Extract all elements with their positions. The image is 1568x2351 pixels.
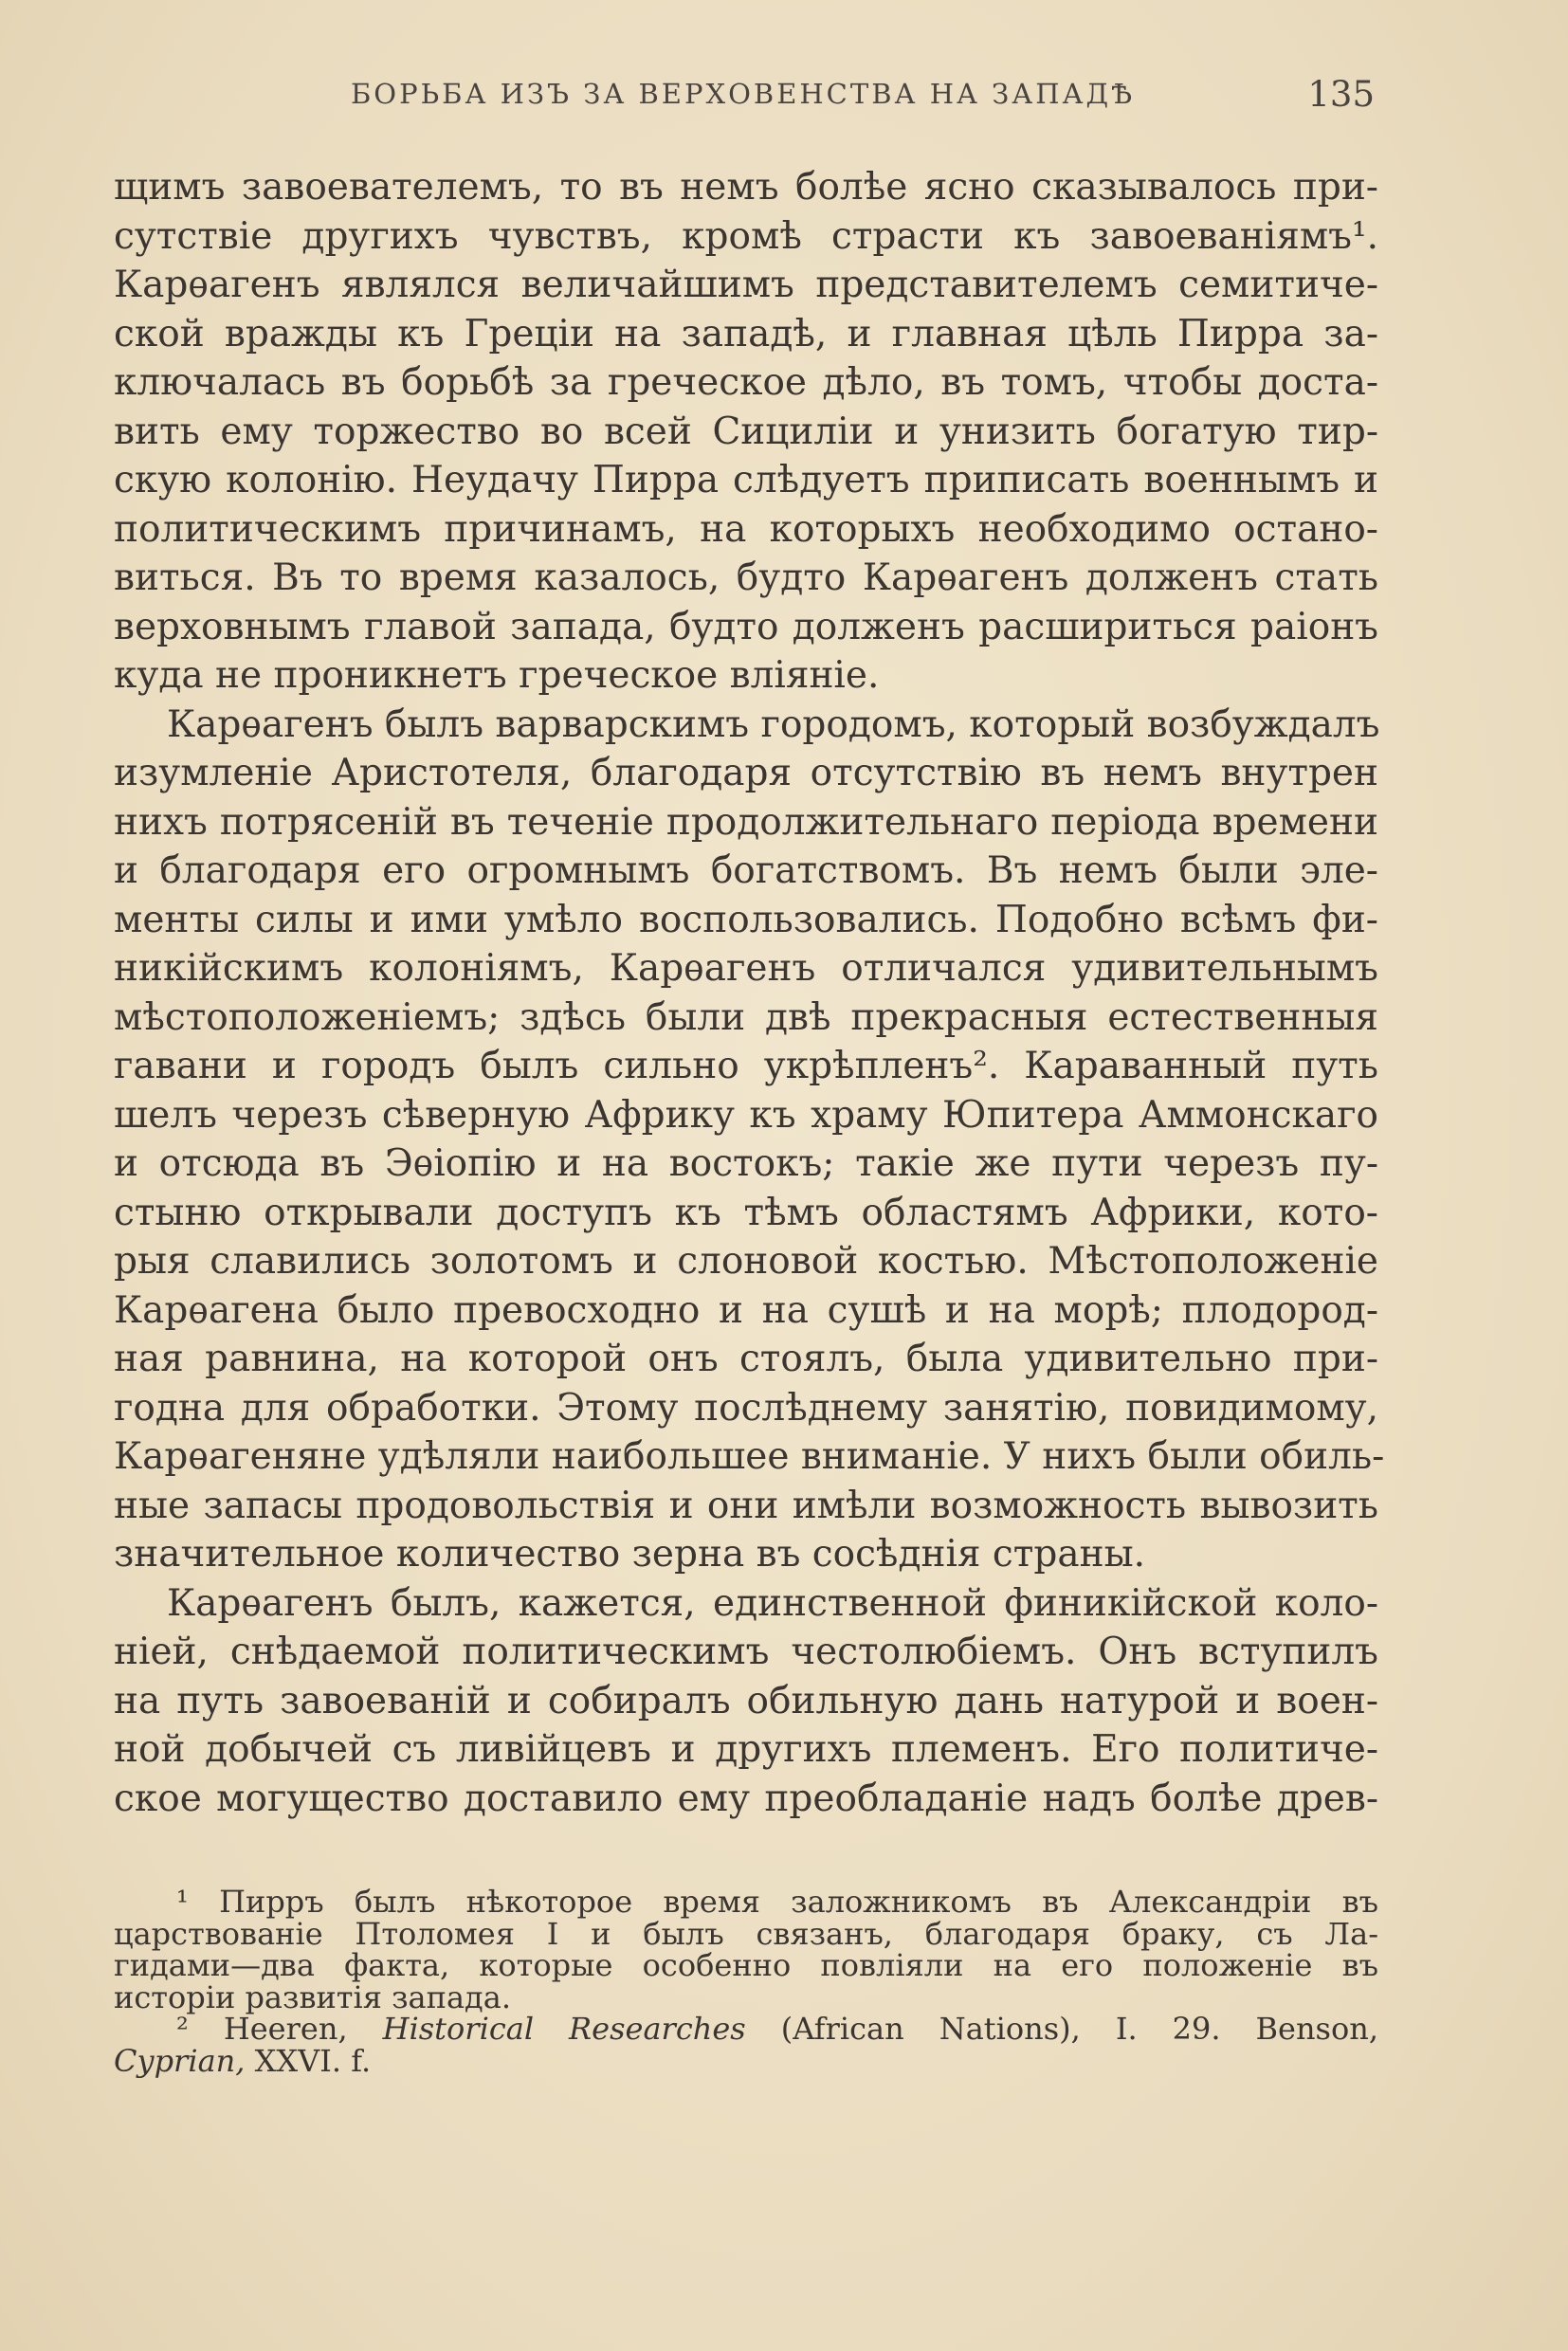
text-line: шелъ черезъ сѣверную Африку къ храму Юпитера Аммонскаго: [114, 1093, 1378, 1137]
page-number: 135: [1307, 74, 1375, 115]
text-line: Карѳагенъ былъ, кажется, единственной финикійской коло-: [167, 1581, 1378, 1625]
text-line: ніей, снѣдаемой политическимъ честолюбіемъ. Онъ вступилъ: [114, 1631, 1378, 1673]
text-line: никійскимъ колоніямъ, Карѳагенъ отличался удивительнымъ: [114, 947, 1378, 990]
text-line: нихъ потрясеній въ теченіе продолжительнаго періода времени: [114, 800, 1378, 844]
footnote-1: [114, 1886, 1378, 2014]
text-line: менты силы и ими умѣло воспользовались. Подобно всѣмъ фи-: [114, 898, 1378, 941]
paragraph-1: [114, 163, 1378, 701]
text-line: и благодаря его огромнымъ богатствомъ. Въ немъ были эле-: [114, 849, 1378, 892]
text-line: щимъ завоевателемъ, то въ немъ болѣе ясно сказывалось при-: [114, 166, 1378, 209]
text-line: годна для обработки. Этому послѣднему занятію, повидимому,: [114, 1386, 1378, 1430]
footnote-line: [114, 2042, 1378, 2079]
text-line: стыню открывали доступъ къ тѣмъ областямъ Африки, кото-: [114, 1191, 1378, 1234]
text-line: ной добычей съ ливійцевъ и другихъ племенъ. Его политиче-: [114, 1728, 1378, 1771]
footnote-line: ¹ Пирръ былъ нѣкоторое время заложникомъ въ Александріи въ: [176, 1884, 1378, 1920]
text-line: и отсюда въ Эѳіопію и на востокъ; такіе же пути черезъ пу-: [114, 1142, 1378, 1185]
text-line: куда не проникнетъ греческое вліяніе.: [114, 654, 880, 697]
main-text: [114, 163, 1385, 1823]
footnote-text: (African Nations), I. 29. Benson,: [745, 2011, 1379, 2047]
text-line: значительное количество зерна въ сосѣднія страны.: [114, 1533, 1146, 1576]
text-line: виться. Въ то время казалось, будто Карѳагенъ долженъ стать: [114, 556, 1378, 599]
footnote-line: [114, 2011, 1379, 2047]
footnote-line: гидами—два факта, которые особенно повліяли на его положеніе въ: [114, 1947, 1378, 1983]
text-line: рыя славились золотомъ и слоновой костью. Мѣстоположеніе: [114, 1240, 1378, 1283]
footnote-text: XXVI. f.: [245, 2042, 372, 2079]
text-line: вить ему торжество во всей Сициліи и унизить богатую тир-: [114, 410, 1378, 453]
footnote-text: ² Heeren,: [176, 2011, 383, 2047]
paragraph-3: [114, 1579, 1378, 1824]
footnotes: [114, 1886, 1378, 2077]
text-line: сутствіе другихъ чувствъ, кромѣ страсти къ завоеваніямъ¹.: [114, 214, 1378, 258]
text-line: мѣстоположеніемъ; здѣсь были двѣ прекрасныя естественныя: [114, 995, 1378, 1039]
text-line: Карѳагена было превосходно и на сушѣ и на морѣ; плодород-: [114, 1288, 1378, 1332]
text-line: ской вражды къ Греціи на западѣ, и главная цѣль Пирра за-: [114, 312, 1378, 355]
footnote-book-title: Historical Researches: [382, 2011, 746, 2047]
footnote-2: [114, 2011, 1379, 2079]
footnote-book-title: Cyprian,: [114, 2042, 246, 2079]
text-line: верховнымъ главой запада, будто долженъ расшириться раіонъ: [114, 605, 1378, 648]
text-line: изумленіе Аристотеля, благодаря отсутствію въ немъ внутрен: [114, 752, 1378, 794]
footnote-line: царствованіе Птоломея I и былъ связанъ, благодаря браку, съ Ла-: [114, 1915, 1378, 1952]
text-line: Карѳагенъ являлся величайшимъ представителемъ семитиче-: [114, 264, 1378, 306]
text-line: на путь завоеваній и собиралъ обильную дань натурой и воен-: [114, 1679, 1378, 1722]
running-head: БОРЬБА ИЗЪ ЗА ВЕРХОВЕНСТВА НА ЗАПАДѢ: [351, 78, 1136, 110]
text-line: Карѳагенъ былъ варварскимъ городомъ, который возбуждалъ: [167, 702, 1380, 746]
text-line: ная равнина, на которой онъ стоялъ, была удивительно при-: [114, 1338, 1378, 1380]
text-line: ское могущество доставило ему преобладаніе надъ болѣе древ-: [114, 1777, 1378, 1820]
page-header: [114, 74, 1375, 125]
text-line: ключалась въ борьбѣ за греческое дѣло, въ томъ, чтобы доста-: [114, 361, 1378, 404]
text-line: скую колонію. Неудачу Пирра слѣдуетъ приписать военнымъ и: [114, 459, 1378, 501]
text-line: ные запасы продовольствія и они имѣли возможность вывозить: [114, 1484, 1378, 1527]
text-line: Карѳагеняне удѣляли наибольшее вниманіе. У нихъ были обиль-: [114, 1435, 1385, 1478]
paragraph-2: [114, 701, 1385, 1579]
footnote-line: исторіи развитія запада.: [114, 1978, 511, 2015]
text-line: гавани и городъ былъ сильно укрѣпленъ². Караванный путь: [114, 1045, 1378, 1087]
text-line: политическимъ причинамъ, на которыхъ необходимо остано-: [114, 507, 1378, 551]
